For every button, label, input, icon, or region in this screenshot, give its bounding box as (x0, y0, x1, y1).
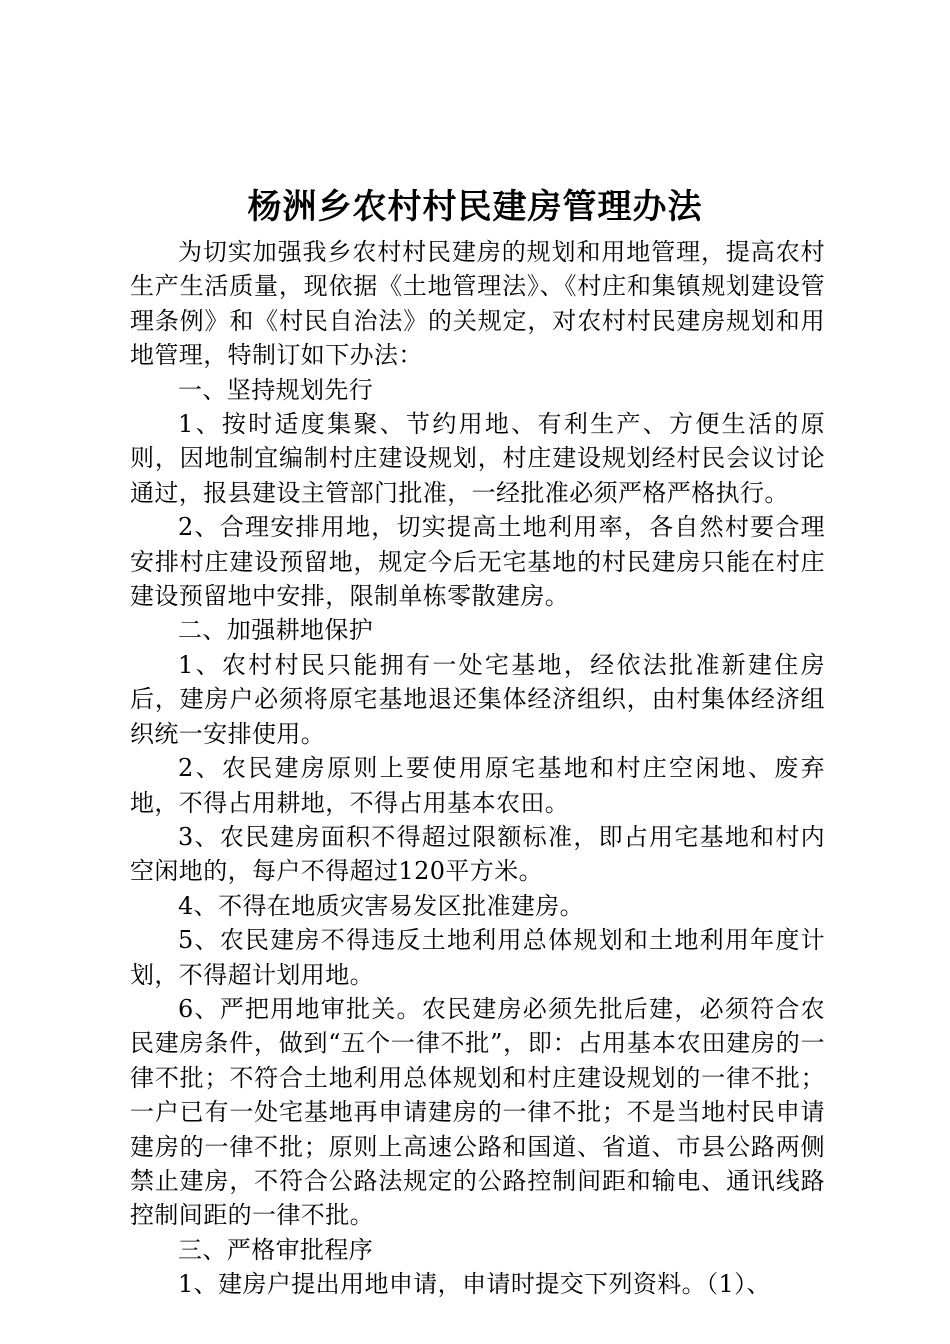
paragraph-1-2: 2、合理安排用地，切实提高土地利用率，各自然村要合理安排村庄建设预留地，规定今后无宅基地的村民建房只能在村庄建设预留地中安排，限制单栋零散建房。 (130, 513, 825, 611)
paragraph-2-1: 1、农村村民只能拥有一处宅基地，经依法批准新建住房后，建房户必须将原宅基地退还集体经济组织，由村集体经济组织统一安排使用。 (130, 650, 825, 748)
paragraph-2-4: 4、不得在地质灾害易发区批准建房。 (178, 891, 585, 920)
paragraph-3-1: 1、建房户提出用地申请，申请时提交下列资料。（1）、 (178, 1270, 771, 1299)
paragraph-2-6: 6、严把用地审批关。农民建房必须先批后建，必须符合农民建房条件，做到“五个一律不批”，即：占用基本农田建房的一律不批；不符合土地利用总体规划和村庄建设规划的一律不批；一户已有一处宅基地再申请建房的一律不批；不是当地村民申请建房的一律不批；原则上高速公路和国道、省道、市县公路两侧禁止建房，不符合公路法规定的公路控制间距和输电、通讯线路控制间距的一律不批。 (130, 994, 825, 1230)
document-title: 杨洲乡农村村民建房管理办法 (247, 187, 703, 227)
paragraph-2-2: 2、农民建房原则上要使用原宅基地和村庄空闲地、废弃地，不得占用耕地，不得占用基本农田。 (130, 754, 825, 817)
paragraph-2-3: 3、农民建房面积不得超过限额标准，即占用宅基地和村内空闲地的，每户不得超过120平方米。 (130, 822, 825, 886)
section-heading-2: 二、加强耕地保护 (178, 616, 374, 645)
paragraph-intro: 为切实加强我乡农村村民建房的规划和用地管理，提高农村生产生活质量，现依据《土地管理法》、《村庄和集镇规划建设管理条例》和《村民自治法》的关规定，对农村村民建房规划和用地管理，特制订如下办法： (130, 238, 825, 370)
document-body (130, 235, 825, 1302)
paragraph-2-5: 5、农民建房不得违反土地利用总体规划和土地利用年度计划，不得超计划用地。 (130, 926, 825, 989)
section-heading-1: 一、坚持规划先行 (178, 375, 374, 404)
section-heading-3: 三、严格审批程序 (178, 1235, 374, 1264)
paragraph-1-1: 1、按时适度集聚、节约用地、有利生产、方便生活的原则，因地制宜编制村庄建设规划，村庄建设规划经村民会议讨论通过，报县建设主管部门批准，一经批准必须严格严格执行。 (130, 410, 825, 507)
